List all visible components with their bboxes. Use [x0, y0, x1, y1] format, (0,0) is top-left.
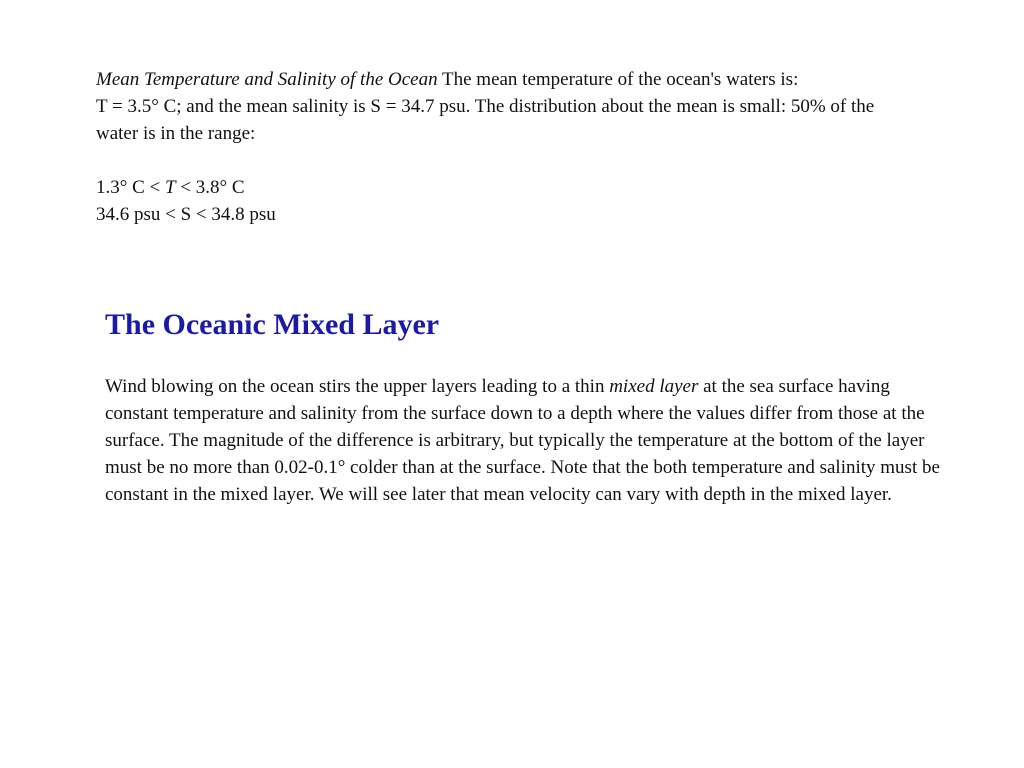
salinity-range: 34.6 psu < S < 34.8 psu [96, 204, 276, 225]
intro-block [96, 66, 896, 228]
temperature-range-upper: < 3.8° C [175, 177, 245, 198]
mixed-layer-term: mixed layer [609, 376, 699, 397]
section-heading: The Oceanic Mixed Layer [105, 308, 440, 341]
intro-text-2: T = 3.5° C; and the mean salinity is S = 34.7 psu. The distribution about the mean is small: 50% of the water is in the range: [96, 96, 875, 144]
temperature-range [96, 174, 896, 201]
intro-text-1: The mean temperature of the ocean's waters is: [437, 69, 799, 90]
paragraph-text-pre: Wind blowing on the ocean stirs the upper layers leading to a thin [105, 376, 610, 397]
intro-paragraph [96, 66, 896, 93]
temperature-variable: T [165, 177, 176, 198]
paragraph-text-post: at the sea surface having constant temperature and salinity from the surface down to a depth where the values differ from those at the surface. The magnitude of the difference is arbitrary, but typically the temperature at the bottom of the layer must be no more than 0.02-0.1° colder than at the surface. Note that the both temperature and salinity must be constant in the mixed layer. We will see later that mean velocity can vary with depth in the mixed layer. [105, 376, 940, 505]
intro-title: Mean Temperature and Salinity of the Ocean [96, 69, 438, 90]
mixed-layer-paragraph [105, 373, 945, 508]
temperature-range-lower: 1.3° C < [96, 177, 165, 198]
